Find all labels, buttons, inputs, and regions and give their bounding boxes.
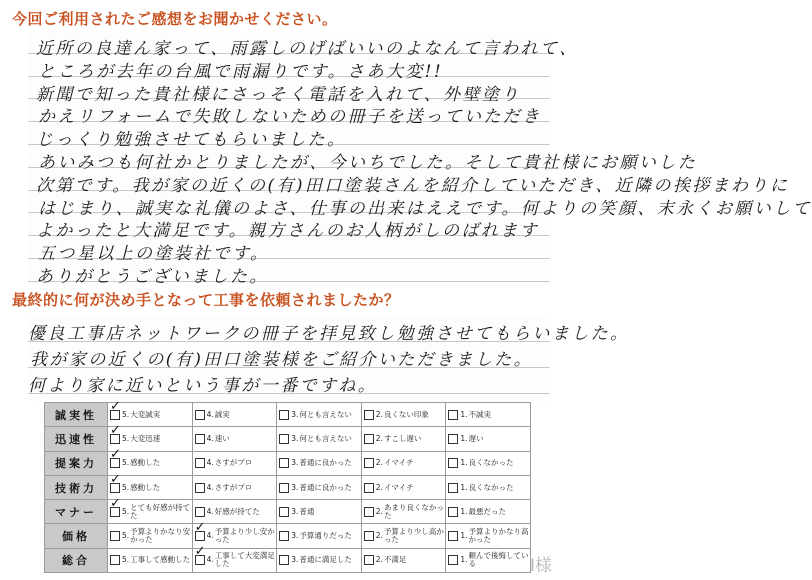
checked-checkbox[interactable] (110, 507, 120, 517)
option-number: 4. (206, 482, 214, 492)
checkbox[interactable] (364, 410, 374, 420)
option-number: 5. (122, 409, 130, 419)
option-label: 最悪だった (468, 506, 507, 516)
rating-option[interactable] (192, 451, 277, 475)
rating-option[interactable] (192, 403, 277, 427)
option-label: 好感が持てた (214, 506, 260, 516)
checked-checkbox[interactable] (195, 531, 205, 541)
option-label: 予算よりかなり高かった (468, 527, 529, 545)
rating-option[interactable] (108, 524, 193, 548)
rating-option[interactable] (277, 548, 362, 572)
option-number: 4. (206, 506, 214, 516)
option-number: 2. (375, 555, 383, 565)
rating-option[interactable] (446, 500, 531, 524)
option-number: 2. (375, 433, 383, 443)
option-number: 4. (206, 409, 214, 419)
option-label: 何とも言えない (299, 433, 352, 443)
rating-option[interactable] (277, 451, 362, 475)
handwritten-line: 次第です。我が家の近くの(有)田口塗装さんを紹介していただき、近隣の挨拶まわりに (36, 175, 790, 196)
checkbox[interactable] (279, 555, 289, 565)
handwritten-line: 近所の良達ん家って、雨露しのげばいいのよなんて言われて、 (36, 39, 579, 59)
answer-1-area (28, 32, 812, 287)
option-number: 1. (460, 458, 468, 468)
option-label: 工事して感動した (130, 555, 191, 565)
option-number: 1. (460, 409, 468, 419)
rating-option[interactable] (277, 475, 362, 499)
handwritten-line: あいみつも何社かとりましたが、今いちでした。そして貴社様にお願いした (38, 153, 698, 173)
option-number: 4. (206, 433, 214, 443)
checkbox[interactable] (448, 434, 458, 444)
option-number: 3. (291, 482, 299, 492)
option-number: 1. (460, 433, 468, 443)
option-label: 速い (214, 433, 230, 443)
checkbox[interactable] (364, 483, 374, 493)
checkbox[interactable] (279, 507, 289, 517)
handwritten-line: じっくり勉強させてもらいました。 (36, 130, 347, 151)
option-number: 4. (206, 531, 214, 541)
handwritten-line: 新聞で知った貴社様にさっそく電話を入れて、外壁塗り (36, 84, 521, 105)
checkbox[interactable] (110, 531, 120, 541)
rating-option[interactable] (446, 475, 531, 499)
checkbox[interactable] (448, 555, 458, 565)
checked-checkbox[interactable] (110, 483, 120, 493)
option-label: 良くなかった (468, 458, 514, 468)
option-label: 大変誠実 (130, 409, 161, 419)
option-label: とても好感が持てた (130, 502, 191, 520)
option-label: 何とも言えない (299, 409, 352, 419)
rating-category: 価格 (45, 524, 108, 548)
option-number: 1. (460, 506, 468, 516)
rating-option[interactable] (108, 548, 193, 572)
rating-option[interactable] (446, 451, 531, 475)
option-label: 感動した (130, 482, 161, 492)
option-label: イマイチ (383, 482, 414, 492)
checkbox[interactable] (195, 410, 205, 420)
option-label: さすがプロ (214, 458, 253, 468)
option-number: 3. (291, 506, 299, 516)
checkbox[interactable] (195, 434, 205, 444)
checked-checkbox[interactable] (110, 410, 120, 420)
option-label: 感動した (130, 458, 161, 468)
option-label: 誠実 (214, 409, 230, 419)
checkbox[interactable] (195, 458, 205, 468)
checked-checkbox[interactable] (195, 555, 205, 565)
option-number: 1. (460, 555, 468, 565)
checkbox[interactable] (195, 507, 205, 517)
rating-option[interactable] (361, 548, 446, 572)
option-number: 5. (122, 433, 130, 443)
option-number: 2. (375, 531, 383, 541)
customer-name: I様 (530, 556, 553, 576)
rating-option[interactable] (361, 451, 446, 475)
rating-option[interactable] (192, 427, 277, 451)
rating-category: マナー (45, 500, 108, 524)
rating-option[interactable] (277, 524, 362, 548)
rating-row (45, 548, 531, 572)
option-label: 予算よりかなり安かった (130, 527, 191, 545)
rating-option[interactable] (361, 475, 446, 499)
handwritten-line: 五つ星以上の塗装社です。 (38, 244, 270, 265)
option-label: あまり良くなかった (383, 502, 444, 520)
handwritten-line: はじまり、誠実な礼儀のよさ、仕事の出来はええです。何よりの笑顔、末永くお願いして (38, 198, 812, 219)
option-number: 5. (122, 506, 130, 516)
handwritten-line: 優良工事店ネットワークの冊子を拝見致し勉強させてもらいました。 (28, 324, 630, 344)
checkbox[interactable] (364, 507, 374, 517)
checked-checkbox[interactable] (110, 458, 120, 468)
question-1-heading: 今回ご利用されたご感想をお聞かせください。 (12, 10, 338, 28)
checkbox[interactable] (448, 458, 458, 468)
checkbox[interactable] (364, 434, 374, 444)
option-number: 2. (375, 482, 383, 492)
handwritten-line: 何より家に近いという事が一番ですね。 (28, 376, 378, 396)
option-label: 普通に良かった (299, 482, 352, 492)
rating-option[interactable] (446, 524, 531, 548)
checkbox[interactable] (448, 507, 458, 517)
rating-category: 総合 (45, 548, 108, 572)
answer-2-area (28, 315, 630, 401)
rating-option[interactable] (277, 427, 362, 451)
option-label: 予算通りだった (299, 531, 352, 541)
checkbox[interactable] (279, 458, 289, 468)
option-label: 大変迅速 (130, 433, 161, 443)
rating-row (45, 524, 531, 548)
option-number: 5. (122, 482, 130, 492)
option-label: イマイチ (383, 458, 414, 468)
option-number: 5. (122, 458, 130, 468)
option-number: 3. (291, 458, 299, 468)
option-number: 4. (206, 555, 214, 565)
checkbox[interactable] (364, 555, 374, 565)
rating-option[interactable] (192, 475, 277, 499)
rating-option[interactable] (361, 500, 446, 524)
option-number: 3. (291, 531, 299, 541)
option-number: 1. (460, 531, 468, 541)
rating-option[interactable] (361, 427, 446, 451)
rating-category: 提案力 (45, 451, 108, 475)
question-2-heading: 最終的に何が決め手となって工事を依頼されましたか？ (12, 291, 400, 309)
checkbox[interactable] (279, 434, 289, 444)
option-label: 良くなかった (468, 482, 514, 492)
checkbox[interactable] (279, 410, 289, 420)
handwritten-line: 我が家の近くの(有)田口塗装様をご紹介いただきました。 (30, 350, 534, 370)
checkbox[interactable] (364, 531, 374, 541)
checkbox[interactable] (279, 531, 289, 541)
option-number: 4. (206, 458, 214, 468)
option-label: さすがプロ (214, 482, 253, 492)
rating-option[interactable] (361, 403, 446, 427)
rating-option[interactable] (108, 500, 193, 524)
option-label: 予算より少し高かった (383, 527, 444, 545)
rating-option[interactable] (277, 500, 362, 524)
option-label: 遅い (468, 433, 484, 443)
handwritten-line: ところが去年の台風で雨漏りです。さあ大変!! (38, 61, 444, 82)
checkbox[interactable] (364, 458, 374, 468)
checkbox[interactable] (448, 531, 458, 541)
rating-option[interactable] (192, 548, 277, 572)
option-label: 工事して大変満足した (214, 551, 275, 569)
rating-category: 迅速性 (45, 427, 108, 451)
checkbox[interactable] (195, 483, 205, 493)
option-number: 3. (291, 555, 299, 565)
rating-option[interactable] (446, 403, 531, 427)
option-label: 予算より少し安かった (214, 527, 275, 545)
option-number: 2. (375, 506, 383, 516)
option-number: 5. (122, 555, 130, 565)
option-number: 3. (291, 433, 299, 443)
handwritten-line: ありがとうございました。 (36, 267, 269, 287)
option-number: 2. (375, 458, 383, 468)
option-label: 不満足 (383, 555, 407, 565)
option-label: すこし遅い (383, 433, 422, 443)
option-number: 5. (122, 531, 130, 541)
option-label: 普通に満足した (299, 555, 352, 565)
rating-category: 誠実性 (45, 403, 108, 427)
option-label: 普通に良かった (299, 458, 352, 468)
handwritten-line: かえリフォームで失敗しないための冊子を送っていただき (38, 107, 542, 128)
checkbox[interactable] (448, 483, 458, 493)
rating-option[interactable] (446, 548, 531, 572)
option-label: 頼んで後悔している (468, 551, 529, 569)
option-number: 2. (375, 409, 383, 419)
handwritten-line: よかったと大満足です。親方さんのお人柄がしのばれます (36, 221, 540, 242)
option-label: 良くない印象 (383, 409, 429, 419)
rating-option[interactable] (277, 403, 362, 427)
option-number: 1. (460, 482, 468, 492)
option-number: 3. (291, 409, 299, 419)
rating-category: 技術力 (45, 475, 108, 499)
option-label: 不誠実 (468, 409, 492, 419)
checked-checkbox[interactable] (110, 434, 120, 444)
checkbox[interactable] (110, 555, 120, 565)
checkbox[interactable] (448, 410, 458, 420)
rating-option[interactable] (446, 427, 531, 451)
option-label: 普通 (299, 506, 315, 516)
rating-option[interactable] (361, 524, 446, 548)
rating-row (45, 500, 531, 524)
checkbox[interactable] (279, 483, 289, 493)
rating-table (44, 402, 531, 573)
